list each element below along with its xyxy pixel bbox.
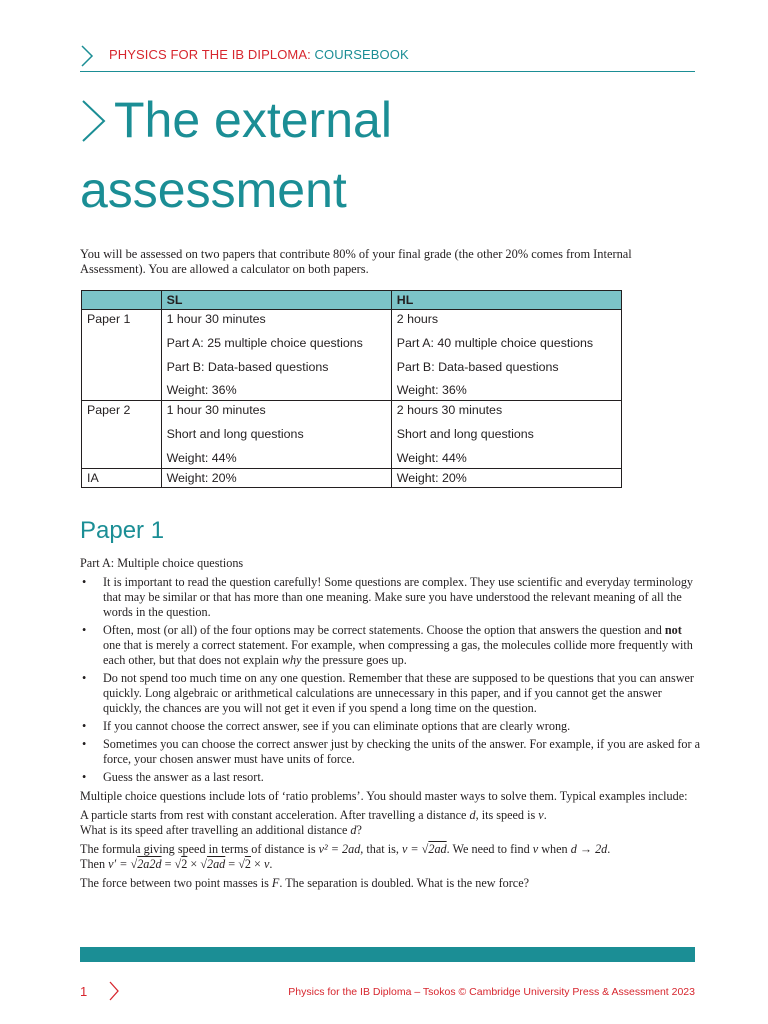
section-body	[80, 556, 700, 895]
table-header-hl: HL	[391, 291, 621, 310]
list-item: • It is important to read the question carefully! Some questions are complex. They use scientific and everyday terminology that may be similar or that has more than one meaning. Make sure you have understood the relevant meaning of all the words in the question.	[80, 575, 700, 620]
table-header-sl: SL	[161, 291, 391, 310]
list-item: • Guess the answer as a last resort.	[80, 770, 700, 785]
assessment-table	[81, 290, 622, 488]
section-title: Paper 1	[80, 517, 165, 544]
ratio-paragraph: Multiple choice questions include lots of ‘ratio problems’. You should master ways to solve them. Typical examples include:	[80, 789, 688, 803]
list-item: • Often, most (or all) of the four options may be correct statements. Choose the option that answers the question and not one that is merely a correct statement. For example, when compressing a gas, the molecules collide more frequently with each other, but that does not explain why the pressure goes up.	[80, 623, 700, 668]
header-rule	[80, 71, 695, 72]
table-cell-hl: 2 hours Part A: 40 multiple choice questions Part B: Data-based questions Weight: 36%	[391, 310, 621, 401]
table-header-row	[82, 291, 622, 310]
page-title-line1: The external	[114, 92, 392, 148]
running-header	[80, 42, 695, 72]
section-subtitle: Part A: Multiple choice questions	[80, 556, 244, 570]
table-row-paper2	[82, 401, 622, 469]
chevron-right-icon	[80, 44, 94, 68]
header-title	[109, 47, 409, 62]
formula-paragraph: The formula giving speed in terms of distance is v² = 2ad, that is, v = √2ad. We need to find v when d → 2d. Then v′ = √2a2d = √2 × √2ad = √2 × v.	[80, 842, 611, 871]
chevron-right-icon	[80, 98, 108, 144]
chevron-right-icon	[108, 980, 120, 1002]
intro-paragraph: You will be assessed on two papers that contribute 80% of your final grade (the other 20% comes from Internal Assessment). You are allowed a calculator on both papers.	[80, 247, 632, 276]
page-title-line2: assessment	[80, 162, 347, 218]
header-title-main: PHYSICS FOR THE IB DIPLOMA:	[109, 47, 315, 62]
list-item: • Sometimes you can choose the correct answer just by checking the units of the answer. For example, if you are asked for a force, your chosen answer must have units of force.	[80, 737, 700, 767]
table-row-paper1	[82, 310, 622, 401]
force-question: The force between two point masses is F. The separation is doubled. What is the new force?	[80, 876, 530, 890]
page-number: 1	[80, 984, 88, 999]
table-row-ia	[82, 468, 622, 487]
table-cell-sl: 1 hour 30 minutes Short and long questions Weight: 44%	[161, 401, 391, 469]
table-cell-sl: Weight: 20%	[161, 468, 391, 487]
list-item: • Do not spend too much time on any one question. Remember that these are supposed to be questions that you can answer quickly. Long algebraic or arithmetical calculations are unnecessary in this paper, and if you cannot get the answer quickly, the chances are you will not get it even if you spend a long time on the question.	[80, 671, 700, 716]
list-item: • If you cannot choose the correct answer, see if you can eliminate options that are clearly wrong.	[80, 719, 700, 734]
example-question: A particle starts from rest with constant acceleration. After travelling a distance d, its speed is v. What is its speed after travelling an additional distance d?	[80, 808, 547, 837]
table-cell-sl: 1 hour 30 minutes Part A: 25 multiple choice questions Part B: Data-based questions Weight: 36%	[161, 310, 391, 401]
table-header-empty	[82, 291, 162, 310]
table-cell-label: Paper 1	[82, 310, 162, 401]
footer-bar	[80, 947, 695, 962]
table-cell-hl: Weight: 20%	[391, 468, 621, 487]
table-cell-label: IA	[82, 468, 162, 487]
tips-list	[80, 575, 700, 785]
table-cell-hl: 2 hours 30 minutes Short and long questions Weight: 44%	[391, 401, 621, 469]
footer-copyright: Physics for the IB Diploma – Tsokos © Cambridge University Press & Assessment 2023	[288, 986, 695, 998]
table-cell-label: Paper 2	[82, 401, 162, 469]
header-title-sub: COURSEBOOK	[314, 47, 409, 62]
